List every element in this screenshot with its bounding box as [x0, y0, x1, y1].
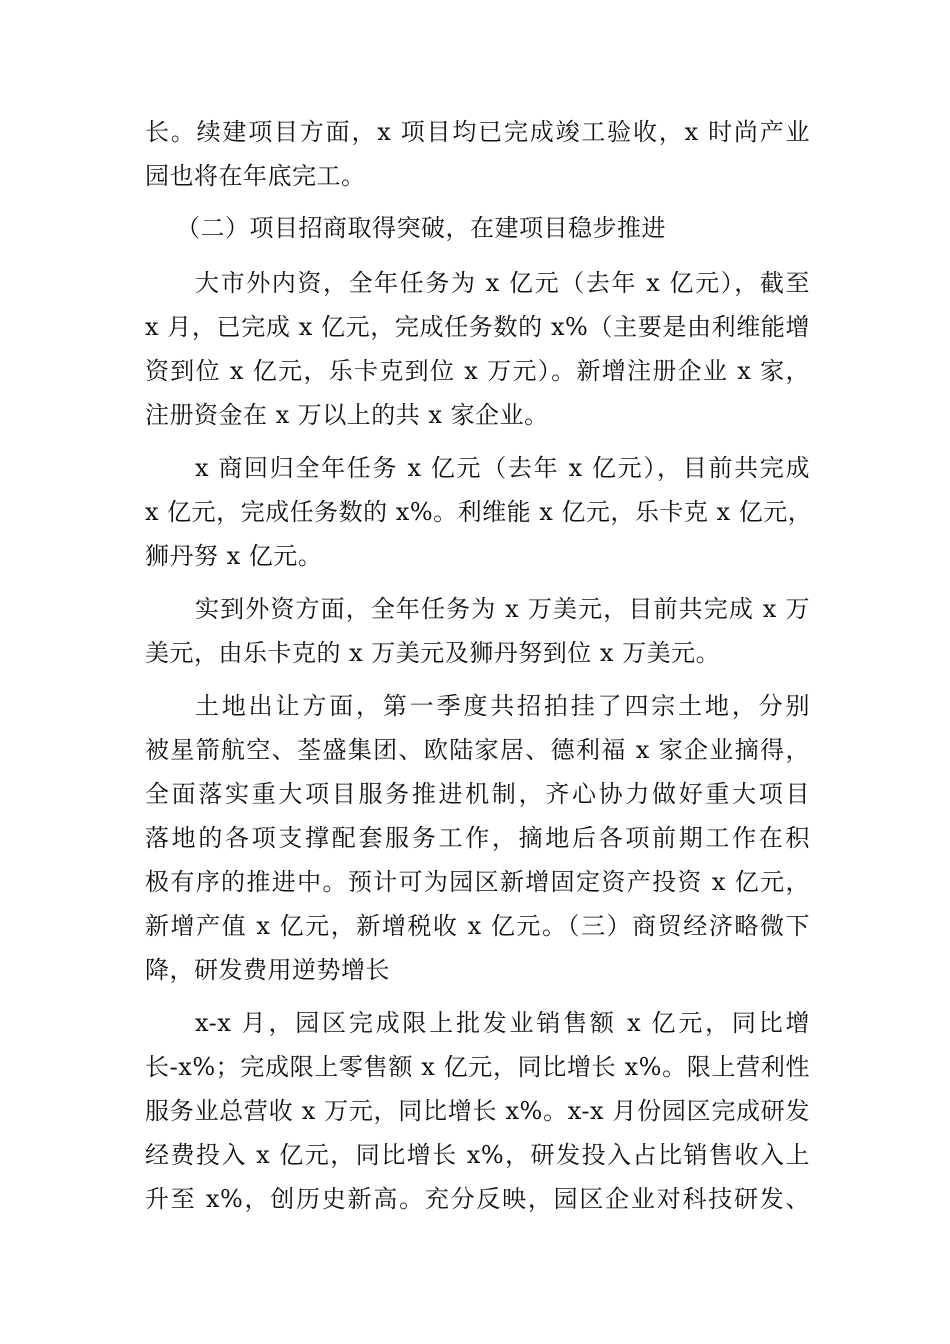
text-line: 长。续建项目方面，x 项目均已完成竣工验收，x 时尚产业 [145, 118, 810, 146]
text-line: x 亿元，完成任务数的 x%。利维能 x 亿元，乐卡克 x 亿元， [145, 498, 813, 526]
text-line: 升至 x%，创历史新高。充分反映，园区企业对科技研发、 [145, 1185, 810, 1213]
text-line: 实到外资方面，全年任务为 x 万美元，目前共完成 x 万 [195, 595, 810, 623]
text-line: x-x 月，园区完成限上批发业销售额 x 亿元，同比增 [195, 1009, 810, 1037]
text-line: 被星箭航空、荃盛集团、欧陆家居、德利福 x 家企业摘得， [145, 736, 810, 764]
text-line: 新增产值 x 亿元，新增税收 x 亿元。（三）商贸经济略微下 [145, 912, 810, 940]
text-line: 经费投入 x 亿元，同比增长 x%，研发投入占比销售收入上 [145, 1141, 810, 1169]
text-line: 园也将在年底完工。 [145, 162, 366, 190]
text-line: 服务业总营收 x 万元，同比增长 x%。x-x 月份园区完成研发 [145, 1097, 810, 1125]
text-line: 土地出让方面，第一季度共招拍挂了四宗土地，分别 [195, 692, 810, 720]
text-line: 狮丹努 x 亿元。 [145, 542, 323, 570]
text-line: 降，研发费用逆势增长 [145, 956, 390, 984]
text-line: 全面落实重大项目服务推进机制，齐心协力做好重大项目 [145, 780, 810, 808]
text-line: 长-x%；完成限上零售额 x 亿元，同比增长 x%。限上营利性 [145, 1053, 810, 1081]
text-line: 落地的各项支撑配套服务工作，摘地后各项前期工作在积 [145, 824, 810, 852]
text-line: 注册资金在 x 万以上的共 x 家企业。 [145, 401, 549, 429]
section-heading: （二）项目招商取得突破，在建项目稳步推进 [176, 214, 666, 242]
text-line: 资到位 x 亿元，乐卡克到位 x 万元）。新增注册企业 x 家， [145, 357, 810, 385]
text-line: 美元，由乐卡克的 x 万美元及狮丹努到位 x 万美元。 [145, 639, 721, 667]
text-line: x 月，已完成 x 亿元，完成任务数的 x%（主要是由利维能增 [145, 313, 810, 341]
text-line: 大市外内资，全年任务为 x 亿元（去年 x 亿元），截至 [195, 269, 810, 297]
text-line: 极有序的推进中。预计可为园区新增固定资产投资 x 亿元， [145, 868, 810, 896]
text-line: x 商回归全年任务 x 亿元（去年 x 亿元），目前共完成 [195, 454, 810, 482]
